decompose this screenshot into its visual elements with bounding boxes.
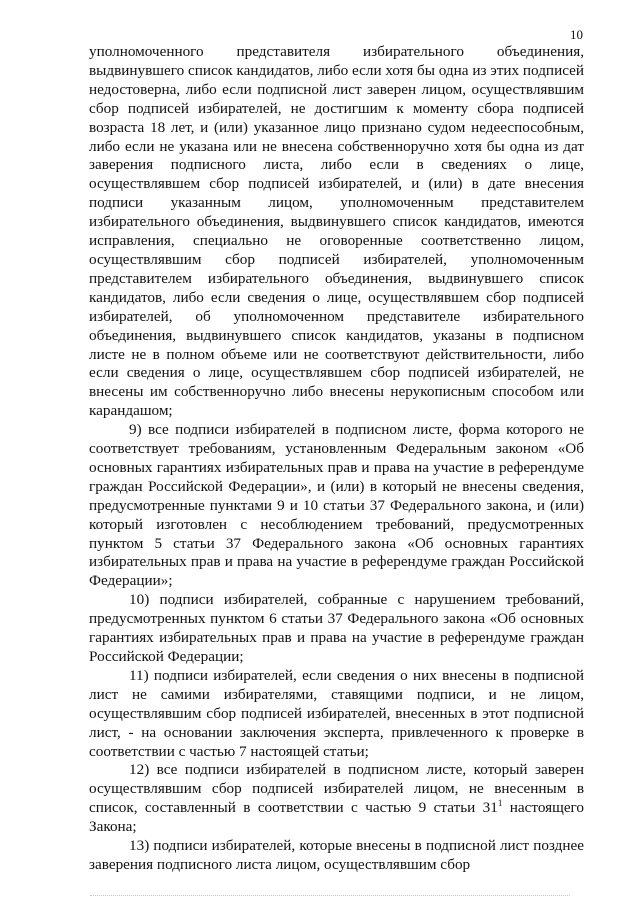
list-item-12 [89, 761, 584, 837]
list-item-12-tail: настоящего Закона; [89, 799, 585, 836]
scan-artifact-line [90, 895, 570, 898]
page-number: 10 [570, 27, 583, 42]
superscript-index: 1 [497, 798, 503, 809]
list-item-12-text: 12) все подписи избирателей в подписном листе, который заверен осуществлявшим сбор подписей избирателей лицом, не внесенным в список, составленный в соответствии с частью 9 статьи 31 [89, 761, 584, 817]
list-item-10: 10) подписи избирателей, собранные с нарушением требований, предусмотренных пунктом 6 статьи 37 Федерального закона «Об основных гарантиях избирательных прав и права на участие в референдуме граждан Российской Федерации; [89, 591, 584, 665]
paragraph-continuation: уполномоченного представителя избирательного объединения, выдвинувшего список кандидатов, либо если хотя бы одна из этих подписей недостоверна, либо если подписной лист заверен лицом, осуществлявшим сбор подписей избирателей, не достигшим к моменту сбора подписей возраста 18 лет, и (или) указанное лицо признано судом недееспособным, либо если не указана или не внесена собственноручно хотя бы одна из дат заверения подписного листа, либо если в сведениях о лице, осуществлявшем сбор подписей избирателей, и (или) в дате внесения подписи указанным лицом, уполномоченным представителем избирательного объединения, выдвинувшего список кандидатов, имеются исправления, специально не оговоренные соответственно лицом, осуществлявшим сбор подписей избирателей, уполномоченным представителем избирательного объединения, выдвинувшего список кандидатов, либо если сведения о лице, осуществлявшем сбор подписей избирателей, об уполномоченном представителе избирательного объединения, выдвинувшего список кандидатов, указаны в подписном листе не в полном объеме или не соответствуют действительности, либо если сведения о лице, осуществлявшем сбор подписей избирателей, не внесены им собственноручно либо внесены нерукописным способом или карандашом; [89, 43, 584, 420]
document-body [89, 43, 584, 875]
list-item-11: 11) подписи избирателей, если сведения о них внесены в подписной лист не самими избирателями, ставящими подписи, и не лицом, осуществлявшим сбор подписей избирателей, внесенных в этот подписной лист, - на основании заключения эксперта, привлеченного к проверке в соответствии с частью 7 настоящей статьи; [89, 666, 584, 760]
list-item-9: 9) все подписи избирателей в подписном листе, форма которого не соответствует требованиям, установленным Федеральным законом «Об основных гарантиях избирательных прав и права на участие в референдуме граждан Российской Федерации», и (или) в который не внесены сведения, предусмотренные пунктами 9 и 10 статьи 37 Федерального закона, и (или) который изготовлен с несоблюдением требований, предусмотренных пунктом 5 статьи 37 Федерального закона «Об основных гарантиях избирательных прав и права на участие в референдуме граждан Российской Федерации»; [89, 421, 584, 590]
list-item-13: 13) подписи избирателей, которые внесены в подписной лист позднее заверения подписного листа лицом, осуществлявшим сбор [89, 837, 584, 873]
